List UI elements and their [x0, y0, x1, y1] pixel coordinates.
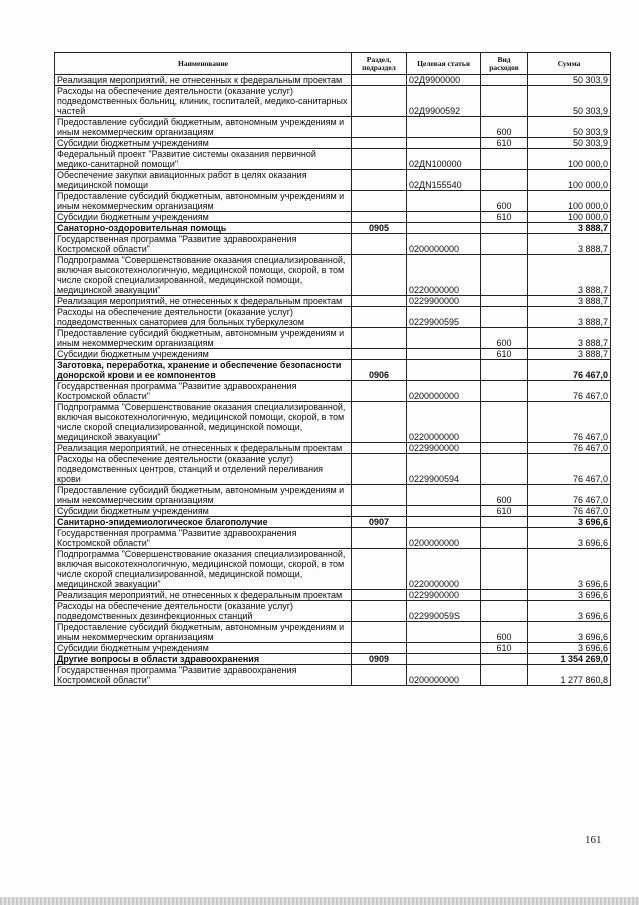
cell-sum: 50 303,9	[528, 138, 611, 149]
cell-name: Предоставление субсидий бюджетным, автономным учреждениям и иным некоммерческим организациям	[55, 485, 352, 506]
cell-sum: 3 696,6	[528, 622, 611, 643]
cell-target	[407, 328, 481, 349]
table-row	[55, 170, 611, 191]
cell-expense	[481, 360, 528, 381]
table-row	[55, 360, 611, 381]
cell-expense	[481, 381, 528, 402]
cell-name: Субсидии бюджетным учреждениям	[55, 138, 352, 149]
table-row	[55, 328, 611, 349]
table-body	[55, 75, 611, 686]
cell-name: Федеральный проект "Развитие системы оказания первичной медико-санитарной помощи"	[55, 149, 352, 170]
cell-target	[407, 643, 481, 654]
cell-name: Расходы на обеспечение деятельности (оказание услуг) подведомственных больниц, клиник, госпиталей, медико-санитарных частей	[55, 86, 352, 117]
cell-expense: 610	[481, 643, 528, 654]
cell-target: 0220000000	[407, 402, 481, 443]
cell-sum: 100 000,0	[528, 191, 611, 212]
cell-target	[407, 223, 481, 234]
cell-expense	[481, 86, 528, 117]
cell-expense	[481, 528, 528, 549]
cell-name: Государственная программа "Развитие здравоохранения Костромской области"	[55, 381, 352, 402]
header-expense: Вид расходов	[481, 53, 528, 75]
table-row	[55, 443, 611, 454]
table-header-row	[55, 53, 611, 75]
cell-section	[352, 485, 407, 506]
cell-section: 0909	[352, 654, 407, 665]
table-row	[55, 601, 611, 622]
header-sum: Сумма	[528, 53, 611, 75]
cell-expense	[481, 223, 528, 234]
cell-section	[352, 528, 407, 549]
cell-name: Обеспечение закупки авиационных работ в целях оказания медицинской помощи	[55, 170, 352, 191]
cell-expense	[481, 549, 528, 590]
cell-section	[352, 665, 407, 686]
cell-name: Санаторно-оздоровительная помощь	[55, 223, 352, 234]
cell-section	[352, 454, 407, 485]
cell-target	[407, 517, 481, 528]
cell-sum: 3 888,7	[528, 349, 611, 360]
table-row	[55, 86, 611, 117]
cell-sum: 1 354 269,0	[528, 654, 611, 665]
cell-sum: 100 000,0	[528, 212, 611, 223]
cell-name: Предоставление субсидий бюджетным, автономным учреждениям и иным некоммерческим организациям	[55, 191, 352, 212]
cell-section	[352, 349, 407, 360]
cell-expense	[481, 443, 528, 454]
cell-target: 0229900000	[407, 443, 481, 454]
cell-expense	[481, 149, 528, 170]
table-row	[55, 307, 611, 328]
table-row	[55, 528, 611, 549]
cell-name: Реализация мероприятий, не отнесенных к федеральным проектам	[55, 590, 352, 601]
cell-target: 0229900000	[407, 296, 481, 307]
cell-sum: 76 467,0	[528, 485, 611, 506]
cell-expense: 600	[481, 117, 528, 138]
table-row	[55, 149, 611, 170]
cell-target: 02Д9900000	[407, 75, 481, 86]
cell-expense	[481, 75, 528, 86]
cell-expense	[481, 517, 528, 528]
cell-target	[407, 349, 481, 360]
cell-sum: 3 696,6	[528, 528, 611, 549]
table-row	[55, 622, 611, 643]
table-row	[55, 138, 611, 149]
table-row	[55, 349, 611, 360]
cell-section	[352, 328, 407, 349]
table-row	[55, 296, 611, 307]
cell-name: Заготовка, переработка, хранение и обеспечение безопасности донорской крови и ее компонентов	[55, 360, 352, 381]
cell-section	[352, 170, 407, 191]
cell-expense	[481, 590, 528, 601]
cell-name: Государственная программа "Развитие здравоохранения Костромской области"	[55, 234, 352, 255]
table-row	[55, 117, 611, 138]
cell-sum: 76 467,0	[528, 506, 611, 517]
cell-section	[352, 402, 407, 443]
table-row	[55, 454, 611, 485]
cell-expense: 600	[481, 485, 528, 506]
cell-section	[352, 255, 407, 296]
cell-sum: 3 888,7	[528, 328, 611, 349]
cell-expense	[481, 654, 528, 665]
cell-target	[407, 622, 481, 643]
cell-expense	[481, 255, 528, 296]
cell-target: 0200000000	[407, 381, 481, 402]
cell-sum: 3 696,6	[528, 590, 611, 601]
cell-name: Подпрограмма "Совершенствование оказания специализированной, включая высокотехнологичную, медицинской помощи, скорой, в том числе скорой специализированной, медицинской помощи, медицинской эвакуации"	[55, 255, 352, 296]
cell-name: Реализация мероприятий, не отнесенных к федеральным проектам	[55, 443, 352, 454]
cell-sum: 3 888,7	[528, 307, 611, 328]
cell-target: 0200000000	[407, 665, 481, 686]
table-row	[55, 255, 611, 296]
cell-sum: 76 467,0	[528, 381, 611, 402]
cell-target	[407, 191, 481, 212]
cell-expense: 600	[481, 622, 528, 643]
cell-name: Государственная программа "Развитие здравоохранения Костромской области"	[55, 665, 352, 686]
cell-target	[407, 654, 481, 665]
cell-section	[352, 86, 407, 117]
cell-expense	[481, 234, 528, 255]
cell-expense: 610	[481, 212, 528, 223]
cell-expense: 610	[481, 349, 528, 360]
table-row	[55, 643, 611, 654]
cell-section	[352, 549, 407, 590]
cell-name: Предоставление субсидий бюджетным, автономным учреждениям и иным некоммерческим организациям	[55, 328, 352, 349]
table-row	[55, 654, 611, 665]
cell-section: 0906	[352, 360, 407, 381]
cell-sum: 3 696,6	[528, 517, 611, 528]
cell-target: 0220000000	[407, 549, 481, 590]
cell-section	[352, 191, 407, 212]
cell-expense	[481, 170, 528, 191]
cell-name: Санитарно-эпидемиологическое благополучие	[55, 517, 352, 528]
table-row	[55, 212, 611, 223]
cell-sum: 100 000,0	[528, 149, 611, 170]
cell-section	[352, 117, 407, 138]
cell-section	[352, 643, 407, 654]
cell-expense	[481, 454, 528, 485]
cell-name: Подпрограмма "Совершенствование оказания специализированной, включая высокотехнологичную, медицинской помощи, скорой, в том числе скорой специализированной, медицинской помощи, медицинской эвакуации"	[55, 402, 352, 443]
cell-sum: 76 467,0	[528, 360, 611, 381]
cell-sum: 100 000,0	[528, 170, 611, 191]
cell-target	[407, 485, 481, 506]
cell-target: 02ДN155540	[407, 170, 481, 191]
cell-sum: 3 696,6	[528, 643, 611, 654]
table-row	[55, 223, 611, 234]
page-number: 161	[585, 834, 602, 846]
cell-expense: 610	[481, 138, 528, 149]
cell-section	[352, 443, 407, 454]
cell-section	[352, 622, 407, 643]
table-row	[55, 381, 611, 402]
cell-expense	[481, 402, 528, 443]
header-section: Раздел, подраздел	[352, 53, 407, 75]
cell-expense	[481, 601, 528, 622]
cell-name: Государственная программа "Развитие здравоохранения Костромской области"	[55, 528, 352, 549]
cell-expense: 610	[481, 506, 528, 517]
cell-section	[352, 506, 407, 517]
cell-sum: 76 467,0	[528, 443, 611, 454]
cell-section	[352, 234, 407, 255]
cell-target: 0200000000	[407, 234, 481, 255]
cell-sum: 3 888,7	[528, 234, 611, 255]
budget-table	[54, 52, 611, 686]
cell-section	[352, 381, 407, 402]
cell-name: Подпрограмма "Совершенствование оказания специализированной, включая высокотехнологичную, медицинской помощи, скорой, в том числе скорой специализированной, медицинской помощи, медицинской эвакуации"	[55, 549, 352, 590]
cell-sum: 50 303,9	[528, 75, 611, 86]
table-row	[55, 517, 611, 528]
cell-sum: 76 467,0	[528, 402, 611, 443]
cell-sum: 76 467,0	[528, 454, 611, 485]
cell-sum: 3 888,7	[528, 255, 611, 296]
cell-expense: 600	[481, 328, 528, 349]
cell-name: Расходы на обеспечение деятельности (оказание услуг) подведомственных санаториев для больных туберкулезом	[55, 307, 352, 328]
cell-target: 02ДN100000	[407, 149, 481, 170]
header-target: Целевая статья	[407, 53, 481, 75]
cell-section	[352, 149, 407, 170]
cell-target: 0229900595	[407, 307, 481, 328]
cell-section	[352, 296, 407, 307]
cell-target	[407, 506, 481, 517]
table-row	[55, 665, 611, 686]
cell-target	[407, 117, 481, 138]
table-row	[55, 234, 611, 255]
cell-sum: 1 277 860,8	[528, 665, 611, 686]
cell-section	[352, 601, 407, 622]
cell-section	[352, 138, 407, 149]
cell-sum: 3 888,7	[528, 223, 611, 234]
cell-target: 0220000000	[407, 255, 481, 296]
cell-name: Субсидии бюджетным учреждениям	[55, 212, 352, 223]
cell-target: 02Д9900592	[407, 86, 481, 117]
cell-name: Реализация мероприятий, не отнесенных к федеральным проектам	[55, 75, 352, 86]
cell-expense	[481, 665, 528, 686]
cell-target	[407, 212, 481, 223]
cell-expense	[481, 307, 528, 328]
cell-name: Реализация мероприятий, не отнесенных к федеральным проектам	[55, 296, 352, 307]
cell-name: Расходы на обеспечение деятельности (оказание услуг) подведомственных центров, станций и отделений переливания крови	[55, 454, 352, 485]
table-row	[55, 549, 611, 590]
cell-name: Субсидии бюджетным учреждениям	[55, 643, 352, 654]
cell-section	[352, 307, 407, 328]
cell-target: 0229900000	[407, 590, 481, 601]
cell-expense: 600	[481, 191, 528, 212]
cell-name: Субсидии бюджетным учреждениям	[55, 506, 352, 517]
cell-sum: 3 888,7	[528, 296, 611, 307]
cell-name: Субсидии бюджетным учреждениям	[55, 349, 352, 360]
cell-target: 0229900594	[407, 454, 481, 485]
table-row	[55, 590, 611, 601]
cell-section: 0907	[352, 517, 407, 528]
cell-name: Предоставление субсидий бюджетным, автономным учреждениям и иным некоммерческим организациям	[55, 622, 352, 643]
cell-target: 0200000000	[407, 528, 481, 549]
table-row	[55, 506, 611, 517]
cell-section	[352, 75, 407, 86]
cell-sum: 50 303,9	[528, 86, 611, 117]
cell-name: Расходы на обеспечение деятельности (оказание услуг) подведомственных дезинфекционных станций	[55, 601, 352, 622]
table-row	[55, 75, 611, 86]
cell-target	[407, 138, 481, 149]
cell-expense	[481, 296, 528, 307]
cell-target: 022990059S	[407, 601, 481, 622]
cell-section: 0905	[352, 223, 407, 234]
cell-name: Другие вопросы в области здравоохранения	[55, 654, 352, 665]
cell-section	[352, 212, 407, 223]
cell-sum: 3 696,6	[528, 601, 611, 622]
scan-edge	[0, 897, 639, 905]
cell-sum: 50 303,9	[528, 117, 611, 138]
table-row	[55, 402, 611, 443]
table-row	[55, 485, 611, 506]
cell-sum: 3 696,6	[528, 549, 611, 590]
cell-name: Предоставление субсидий бюджетным, автономным учреждениям и иным некоммерческим организациям	[55, 117, 352, 138]
header-name: Наименование	[55, 53, 352, 75]
table-row	[55, 191, 611, 212]
cell-section	[352, 590, 407, 601]
cell-target	[407, 360, 481, 381]
